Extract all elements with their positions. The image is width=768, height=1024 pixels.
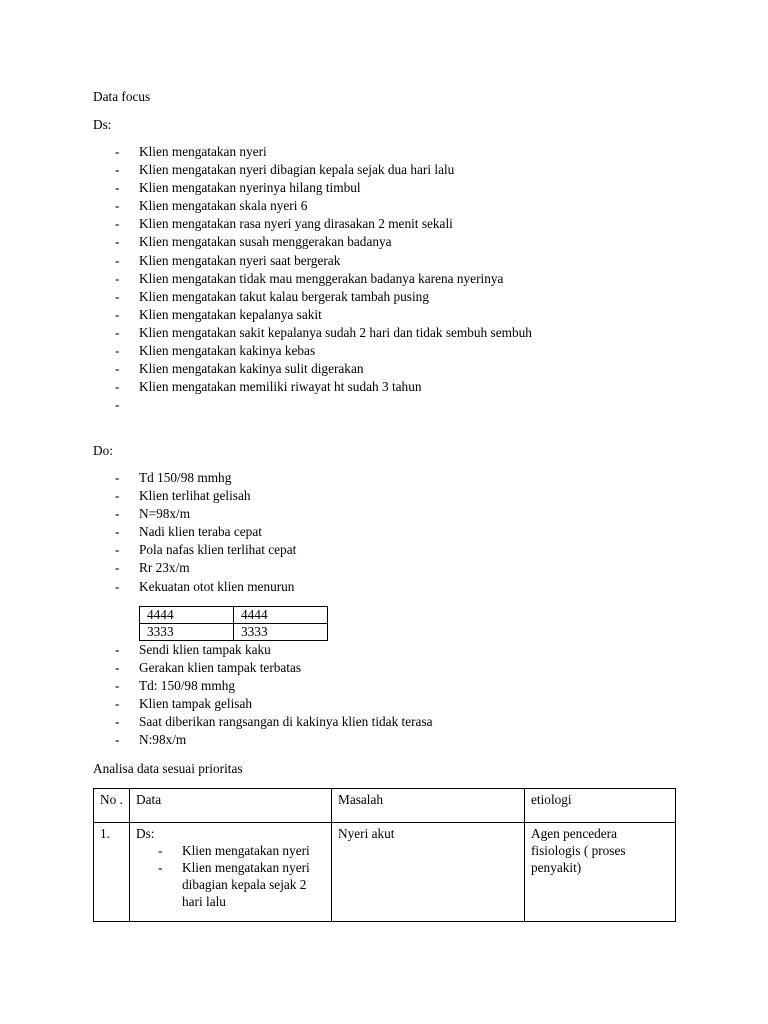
dash-mark: -	[115, 678, 120, 694]
do-label: Do:	[93, 443, 113, 458]
dash-mark: -	[115, 234, 120, 250]
list-item-text: Pola nafas klien terlihat cepat	[139, 542, 297, 558]
muscle-strength-table	[139, 606, 328, 641]
dash-mark: -	[115, 324, 120, 340]
list-item-text: Klien mengatakan skala nyeri 6	[139, 198, 308, 214]
list-item-text: Sendi klien tampak kaku	[139, 642, 271, 657]
list-item-text: Rr 23x/m	[139, 560, 190, 576]
dash-mark: -	[115, 361, 120, 377]
dash-mark: -	[115, 216, 120, 232]
dash-mark: -	[115, 306, 120, 322]
list-item-text: Klien mengatakan kakinya kebas	[139, 343, 316, 359]
list-item-text: Klien mengatakan nyeri	[182, 843, 310, 858]
table-cell: 3333	[140, 624, 234, 641]
header-data: Data	[130, 789, 332, 823]
list-item-text: Klien mengatakan nyeri saat bergerak	[139, 252, 341, 268]
ds-label: Ds:	[93, 117, 112, 132]
dash-mark: -	[115, 642, 120, 657]
dash-mark: -	[115, 397, 120, 413]
list-item-text: Kekuatan otot klien menurun	[139, 578, 295, 594]
row-data	[130, 823, 332, 922]
dash-mark: -	[115, 578, 120, 594]
list-item-text: Klien mengatakan kepalanya sakit	[139, 306, 322, 322]
row-data-label: Ds:	[136, 826, 155, 841]
dash-mark: -	[115, 198, 120, 214]
data-focus-heading: Data focus	[93, 89, 151, 104]
list-item-text: Klien mengatakan nyerinya hilang timbul	[139, 180, 361, 196]
list-item-text: Klien mengatakan susah menggerakan badanya	[139, 234, 392, 250]
list-item-text: Klien mengatakan rasa nyeri yang dirasakan 2 menit sekali	[139, 216, 453, 232]
row-data-list	[136, 842, 325, 910]
list-item-text: Klien mengatakan nyeri dibagian kepala sejak dua hari lalu	[139, 162, 455, 178]
dash-mark: -	[115, 542, 120, 558]
row-etiologi: Agen pencedera fisiologis ( proses penyakit)	[525, 823, 676, 922]
analysis-title: Analisa data sesuai prioritas	[93, 761, 243, 776]
dash-mark: -	[115, 506, 120, 522]
dash-mark: -	[115, 732, 120, 748]
dash-mark: -	[115, 180, 120, 196]
table-row	[140, 624, 328, 641]
list-item-text: Td 150/98 mmhg	[139, 470, 232, 485]
row-masalah: Nyeri akut	[332, 823, 525, 922]
dash-mark: -	[115, 560, 120, 576]
dash-mark: -	[115, 660, 120, 676]
row-no: 1.	[94, 823, 130, 922]
list-item-text: Klien mengatakan kakinya sulit digerakan	[139, 361, 364, 377]
dash-mark: -	[115, 270, 120, 286]
table-cell: 3333	[234, 624, 328, 641]
dash-mark: -	[115, 714, 120, 730]
dash-mark: -	[115, 379, 120, 395]
list-item-text: Klien mengatakan tidak mau menggerakan badanya karena nyerinya	[139, 270, 504, 286]
list-item-text: Nadi klien teraba cepat	[139, 524, 262, 540]
list-item	[136, 842, 325, 859]
list-item-text: Klien tampak gelisah	[139, 696, 252, 712]
table-cell: 4444	[140, 607, 234, 624]
list-item-text: Klien mengatakan sakit kepalanya sudah 2 hari dan tidak sembuh sembuh	[139, 324, 532, 340]
dash-mark: -	[115, 524, 120, 540]
list-item-text: Klien mengatakan nyeri dibagian kepala sejak 2 hari lalu	[182, 860, 310, 909]
header-masalah: Masalah	[332, 789, 525, 823]
dash-mark: -	[115, 343, 120, 359]
dash-mark: -	[115, 488, 120, 504]
dash-mark: -	[115, 252, 120, 268]
list-item-text: Klien terlihat gelisah	[139, 488, 251, 504]
table-cell: 4444	[234, 607, 328, 624]
list-item-text: Gerakan klien tampak terbatas	[139, 660, 302, 676]
list-item-text: Klien mengatakan takut kalau bergerak tambah pusing	[139, 288, 429, 304]
header-etiologi: etiologi	[525, 789, 676, 823]
dash-mark: -	[115, 144, 120, 159]
dash-mark: -	[115, 288, 120, 304]
dash-mark: -	[158, 860, 163, 875]
table-row	[140, 607, 328, 624]
list-item-text: Klien mengatakan nyeri	[139, 144, 267, 159]
dash-mark: -	[158, 843, 163, 858]
dash-mark: -	[115, 470, 120, 485]
table-row	[94, 823, 676, 922]
list-item-text: Saat diberikan rangsangan di kakinya klien tidak terasa	[139, 714, 433, 730]
dash-mark: -	[115, 696, 120, 712]
list-item	[136, 859, 325, 910]
table-header-row	[94, 789, 676, 823]
dash-mark: -	[115, 162, 120, 178]
list-item-text: Td: 150/98 mmhg	[139, 678, 236, 694]
list-item-text: N:98x/m	[139, 732, 187, 748]
list-item-text: Klien mengatakan memiliki riwayat ht sudah 3 tahun	[139, 379, 422, 395]
analysis-table	[93, 788, 676, 922]
list-item-text: N=98x/m	[139, 506, 191, 522]
header-no: No .	[94, 789, 130, 823]
